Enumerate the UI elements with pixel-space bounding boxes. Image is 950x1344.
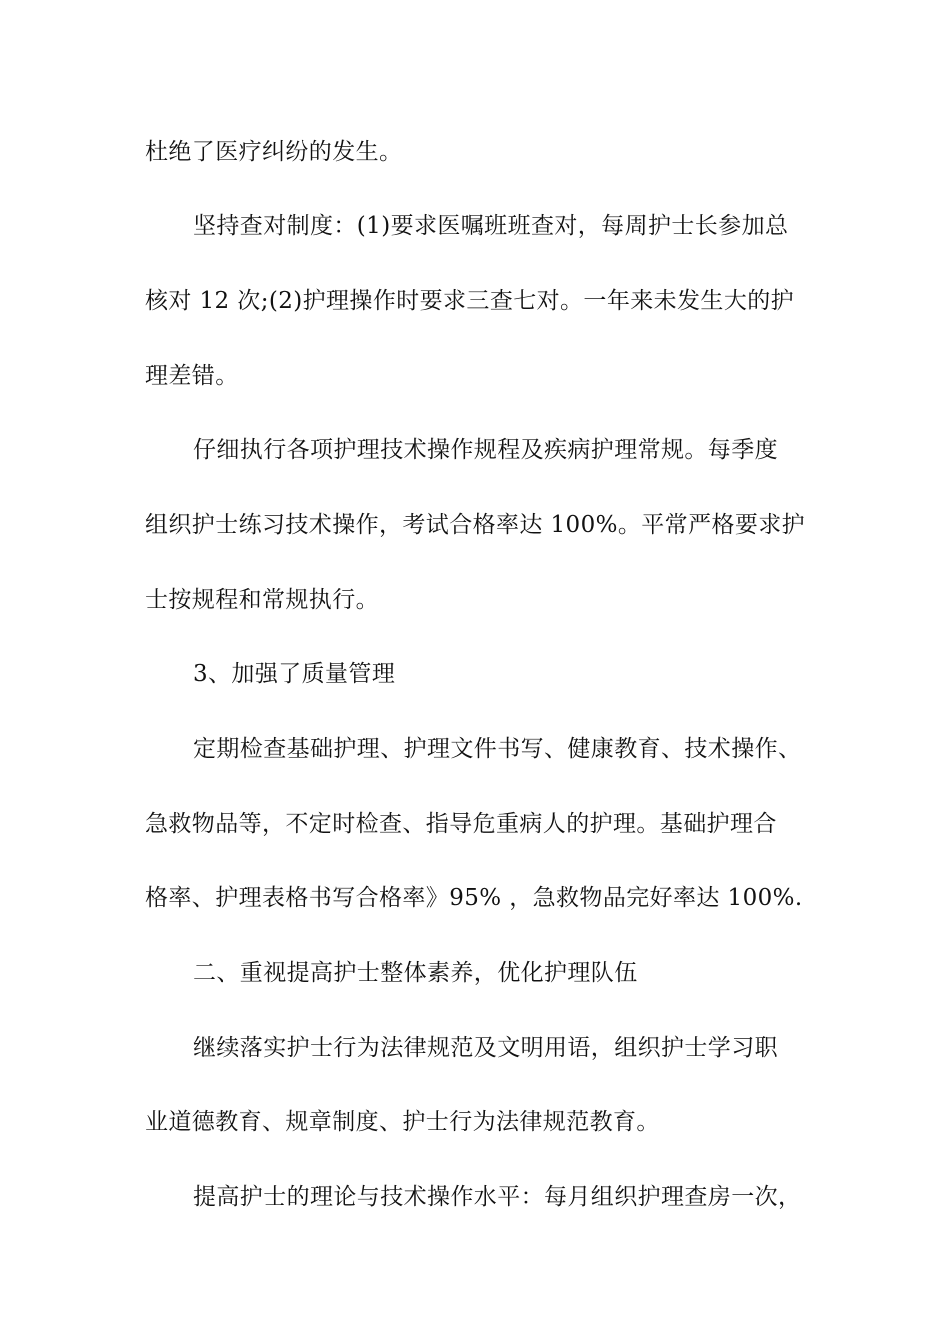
text-line-1: 杜绝了医疗纠纷的发生。 xyxy=(145,139,403,165)
text-line-5: 仔细执行各项护理技术操作规程及疾病护理常规。每季度 xyxy=(193,437,778,463)
text-line-11: 格率、护理表格书写合格率》95% ，急救物品完好率达 100%. xyxy=(145,885,803,911)
text-line-14: 业道德教育、规章制度、护士行为法律规范教育。 xyxy=(145,1109,660,1135)
section-heading-quality-team: 二、重视提高护士整体素养，优化护理队伍 xyxy=(193,960,638,986)
text-line-15: 提高护士的理论与技术操作水平：每月组织护理查房一次， xyxy=(193,1184,802,1210)
text-line-10: 急救物品等，不定时检查、指导危重病人的护理。基础护理合 xyxy=(145,811,777,837)
text-line-13: 继续落实护士行为法律规范及文明用语，组织护士学习职 xyxy=(193,1035,778,1061)
text-line-4: 理差错。 xyxy=(145,363,239,389)
text-line-9: 定期检查基础护理、护理文件书写、健康教育、技术操作、 xyxy=(193,736,802,762)
section-heading-quality: 3、加强了质量管理 xyxy=(193,661,396,687)
text-line-2: 坚持查对制度：(1)要求医嘱班班查对，每周护士长参加总 xyxy=(193,213,789,239)
text-line-6: 组织护士练习技术操作，考试合格率达 100%。平常严格要求护 xyxy=(145,512,806,538)
text-line-7: 士按规程和常规执行。 xyxy=(145,587,379,613)
text-line-3: 核对 12 次;(2)护理操作时要求三查七对。一年来未发生大的护 xyxy=(145,288,795,314)
